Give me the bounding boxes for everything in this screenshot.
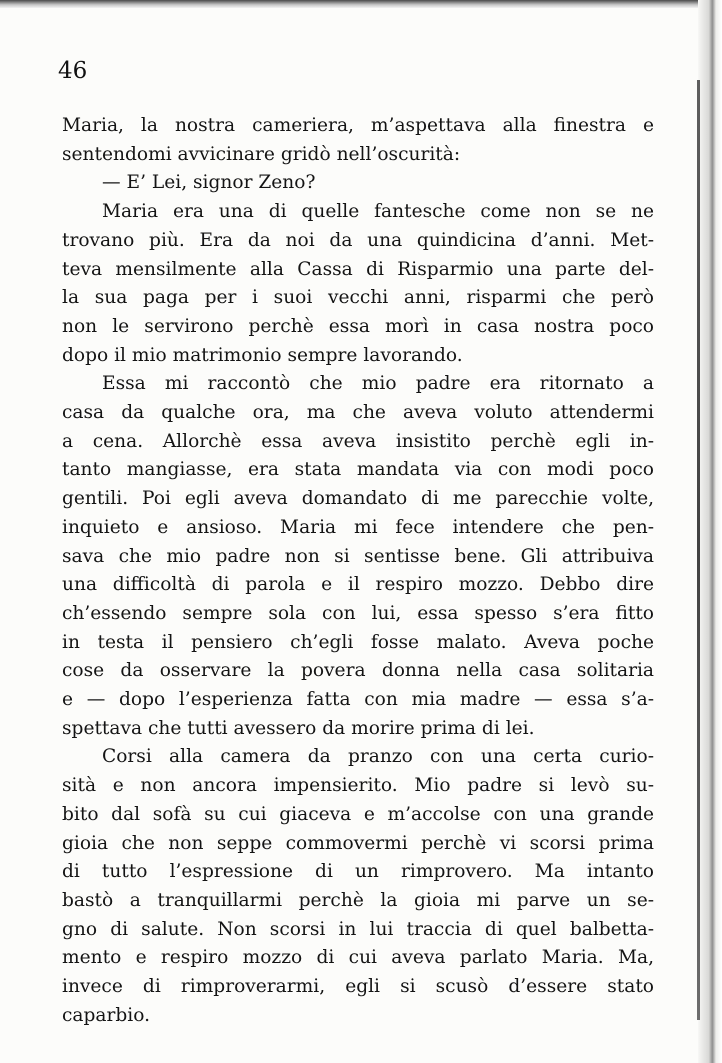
text-line: in testa il pensiero ch’egli fosse malato. Aveva poche [62, 631, 654, 653]
text-line: tanto mangiasse, era stata mandata via con modi poco [62, 459, 654, 481]
text-line: trovano più. Era da noi da una quindicina d’anni. Met- [62, 229, 654, 251]
text-line: non le servirono perchè essa morì in casa nostra poco [62, 315, 654, 337]
text-line: Corsi alla camera da pranzo con una certa curio- [102, 746, 654, 768]
text-line: caparbio. [62, 1004, 151, 1026]
text-line: ch’essendo sempre sola con lui, essa spesso s’era fitto [62, 602, 654, 624]
text-line: sentendomi avvicinare gridò nell’oscurità: [62, 143, 461, 165]
text-line: — E’ Lei, signor Zeno? [102, 172, 316, 194]
text-line: inquieto e ansioso. Maria mi fece intendere che pen- [62, 516, 654, 538]
page-top-edge [0, 0, 722, 8]
text-line: Maria era una di quelle fantesche come non se ne [102, 201, 654, 223]
text-line: dopo il mio matrimonio sempre lavorando. [62, 344, 463, 366]
text-line: Maria, la nostra cameriera, m’aspettava alla finestra e [62, 115, 654, 136]
text-line: Essa mi raccontò che mio padre era ritornato a [102, 373, 654, 395]
text-line: invece di rimproverarmi, egli si scusò d’essere stato [62, 976, 654, 998]
page-binding-edge [698, 0, 722, 1063]
text-line: e — dopo l’esperienza fatta con mia madre — essa s’a- [62, 689, 654, 711]
text-line: di tutto l’espressione di un rimprovero. Ma intanto [62, 861, 654, 883]
text-line: bito dal sofà su cui giaceva e m’accolse con una grande [62, 803, 654, 825]
text-line: mento e respiro mozzo di cui aveva parlato Maria. Ma, [62, 947, 654, 969]
text-line: sava che mio padre non si sentisse bene. Gli attribuiva [62, 545, 654, 567]
text-line: la sua paga per i suoi vecchi anni, risparmi che però [62, 287, 654, 309]
text-line: sità e non ancora impensierito. Mio padre si levò su- [62, 775, 654, 797]
text-line: gioia che non seppe commovermi perchè vi scorsi prima [62, 832, 654, 854]
text-line: gentili. Poi egli aveva domandato di me parecchie volte, [62, 488, 654, 510]
page-edge-shadow [697, 80, 700, 1020]
text-line: una difficoltà di parola e il respiro mozzo. Debbo dire [62, 574, 654, 596]
text-line: casa da qualche ora, ma che aveva voluto attendermi [62, 402, 654, 424]
text-line: a cena. Allorchè essa aveva insistito perchè egli in- [62, 430, 654, 452]
page-number: 46 [58, 58, 88, 84]
text-line: spettava che tutti avessero da morire prima di lei. [62, 717, 535, 739]
body-text [62, 112, 654, 1031]
text-line: cose da osservare la povera donna nella casa solitaria [62, 660, 654, 682]
text-line: bastò a tranquillarmi perchè la gioia mi parve un se- [62, 889, 654, 911]
text-line: teva mensilmente alla Cassa di Risparmio una parte del- [62, 258, 654, 280]
text-line: gno di salute. Non scorsi in lui traccia di quel balbetta- [62, 918, 654, 940]
